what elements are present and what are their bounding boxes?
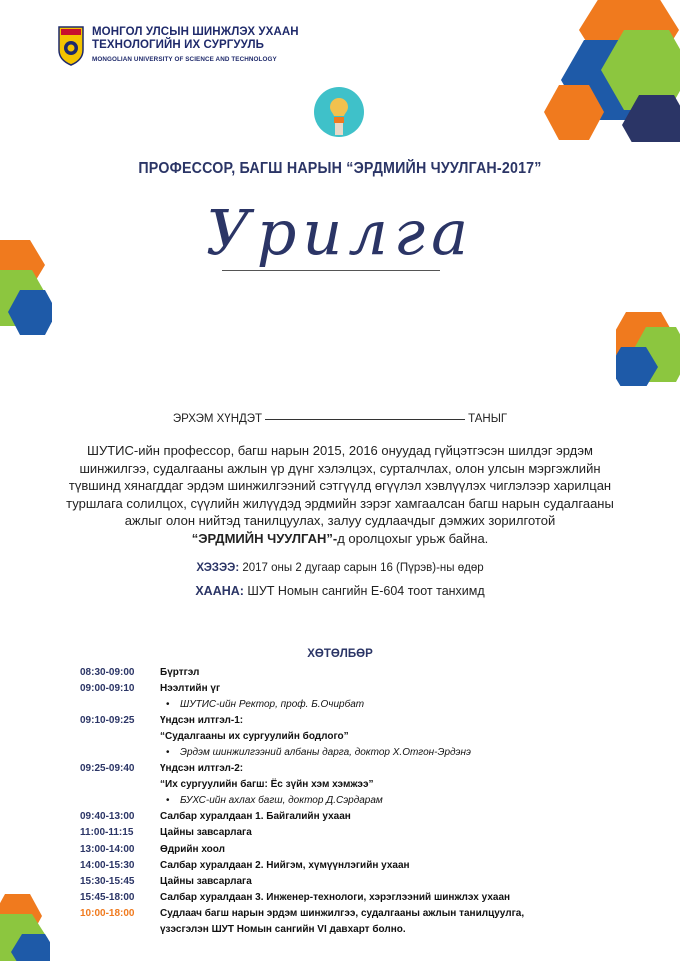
program-row	[80, 809, 640, 825]
university-emblem-icon	[58, 26, 84, 66]
hexagon-decoration-top-right	[544, 0, 680, 142]
program-subtitle: “Их сургуулийн багш: Ёс зүйн хэм хэмжээ”	[160, 779, 374, 791]
event-when	[0, 562, 680, 574]
program-time: 09:00-09:10	[80, 682, 135, 694]
program-time: 10:00-18:00	[80, 907, 135, 919]
program-title: ХӨТӨЛБӨР	[307, 648, 373, 660]
heading-underline	[222, 270, 440, 271]
program-row	[80, 889, 640, 905]
speaker-text: ШУТИС-ийн Ректор, проф. Б.Очирбат	[180, 698, 365, 710]
lightbulb-icon	[312, 86, 366, 138]
invitation-body	[60, 442, 620, 548]
name-blank-line	[265, 419, 465, 420]
program-row	[80, 712, 640, 728]
program-row	[80, 841, 640, 857]
when-value: 2017 оны 2 дугаар сарын 16 (Пүрэв)-ны өдөр	[242, 562, 484, 574]
program-desc: Нээлтийн үг	[160, 682, 221, 694]
program-row	[80, 680, 640, 696]
invitation-heading: Урилга	[205, 196, 475, 269]
program-time: 11:00-11:15	[80, 827, 134, 839]
program-desc: Үндсэн илтгэл-1:	[160, 714, 244, 726]
program-row	[80, 664, 640, 680]
body-text: ШУТИС-ийн профессор, багш нарын 2015, 2016 онуудад гүйцэтгэсэн шилдэг эрдэм шинжилгээ, судалгааны ажлын үр дүнг хэлэлцэх, сурталчлах, олон улсын мэргэжлийн түвшинд хянагддаг эрдэм шинжилгээний сэтгүүлд өгүүлэл хэвлүүлэх чиглэлээр харилцан туршлага солилцох, сүүлийн жилүүдэд эрдмийн зэрэг хамгаалсан багш нарын судалгааны ажлыг олон нийтэд танилцуулах, залуу судлаачдыг дэмжих зорилготой	[66, 443, 614, 529]
program-desc: Үндсэн илтгэл-2:	[160, 763, 244, 775]
program-time: 13:00-14:00	[80, 843, 135, 855]
university-logo	[58, 26, 299, 66]
event-where	[0, 584, 680, 598]
program-row	[80, 905, 640, 921]
program-time: 09:40-13:00	[80, 811, 135, 823]
program-schedule	[80, 664, 640, 938]
speaker-text: БУХС-ийн ахлах багш, доктор Д.Сэрдарам	[180, 795, 383, 807]
program-desc: Салбар хуралдаан 1. Байгалийн ухаан	[160, 811, 351, 823]
program-speaker	[80, 744, 640, 760]
program-desc: Цайны завсарлага	[160, 827, 252, 839]
hexagon-decoration-right	[616, 312, 680, 386]
program-time: 09:25-09:40	[80, 763, 135, 775]
program-row	[80, 873, 640, 889]
program-time: 15:30-15:45	[80, 875, 135, 887]
program-desc: Өдрийн хоол	[160, 843, 225, 855]
program-desc: Салбар хуралдаан 3. Инженер-технологи, хэрэглээний шинжлэх ухаан	[160, 891, 511, 903]
program-time: 14:00-15:30	[80, 859, 135, 871]
hexagon-decoration-bottom-left	[0, 894, 50, 961]
bullet-icon: •	[166, 698, 170, 710]
body-emphasis: “ЭРДМИЙН ЧУУЛГАН”-	[191, 530, 338, 546]
body-closing: д оролцохыг урьж байна.	[337, 530, 489, 546]
program-speaker	[80, 696, 640, 712]
program-row	[80, 857, 640, 873]
bullet-icon: •	[166, 795, 170, 807]
bullet-icon: •	[166, 747, 170, 759]
salutation-prefix: ЭРХЭМ ХҮНДЭТ	[172, 413, 263, 425]
where-label: ХААНА:	[195, 584, 244, 598]
program-time: 09:10-09:25	[80, 714, 135, 726]
university-name-mn-line2: ТЕХНОЛОГИЙН ИХ СУРГУУЛЬ	[92, 39, 265, 51]
program-subtitle: “Судалгааны их сургуулийн бодлого”	[160, 730, 349, 742]
program-subtitle: үзэсгэлэн ШУТ Номын сангийн VI давхарт болно.	[160, 924, 406, 936]
university-name-en: MONGOLIAN UNIVERSITY OF SCIENCE AND TECHNOLOGY	[92, 56, 277, 63]
where-value: ШУТ Номын сангийн Е-604 тоот танхимд	[247, 584, 485, 598]
program-speaker	[80, 793, 640, 809]
program-desc: Судлаач багш нарын эрдэм шинжилгээ, судалгааны ажлын танилцуулга,	[160, 907, 525, 919]
program-time: 15:45-18:00	[80, 891, 135, 903]
salutation	[0, 413, 680, 425]
program-time: 08:30-09:00	[80, 666, 135, 678]
program-row	[80, 825, 640, 841]
event-title: ПРОФЕССОР, БАГШ НАРЫН “ЭРДМИЙН ЧУУЛГАН-2017”	[138, 160, 542, 177]
program-desc: Салбар хуралдаан 2. Нийгэм, хүмүүнлэгийн ухаан	[160, 859, 410, 871]
when-label: ХЭЗЭЭ:	[196, 562, 240, 574]
program-desc: Бүртгэл	[160, 666, 200, 678]
program-desc: Цайны завсарлага	[160, 875, 252, 887]
salutation-suffix: ТАНЫГ	[468, 413, 508, 425]
speaker-text: Эрдэм шинжилгээний албаны дарга, доктор Х.Отгон-Эрдэнэ	[180, 747, 471, 759]
program-row	[80, 761, 640, 777]
university-name-mn-line1: МОНГОЛ УЛСЫН ШИНЖЛЭХ УХААН	[92, 26, 299, 38]
